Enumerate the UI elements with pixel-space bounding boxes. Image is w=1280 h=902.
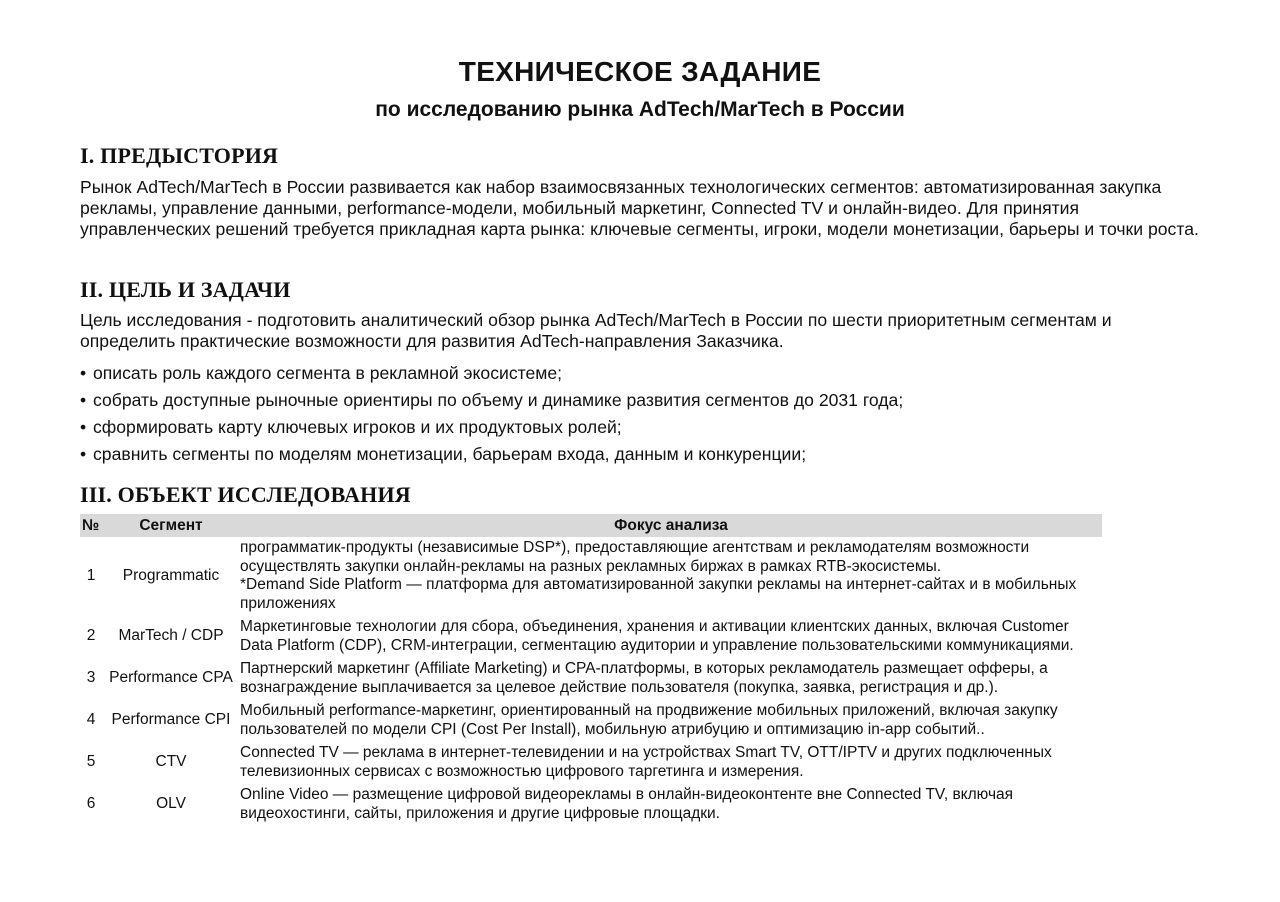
document-title: ТЕХНИЧЕСКОЕ ЗАДАНИЕ	[458, 56, 822, 87]
row-number: 2	[86, 627, 96, 645]
section-heading-goals: II. ЦЕЛЬ И ЗАДАЧИ	[80, 277, 291, 302]
row-focus: Connected TV — реклама в интернет-телевидении и на устройствах Smart TV, OTT/IPTV и других подключенных телевизионных сервисах с возможностью цифрового таргетинга и измерения.	[240, 744, 1052, 780]
task-item	[80, 414, 1200, 441]
table-row	[80, 616, 1102, 658]
task-item	[80, 387, 1200, 414]
task-item	[80, 360, 1200, 387]
task-item	[80, 441, 1200, 468]
row-segment: OLV	[156, 795, 186, 813]
section-text-goals: Цель исследования - подготовить аналитический обзор рынка AdTech/MarTech в России по шести приоритетным сегментам и определить практические возможности для развития AdTech-направления Заказчика.	[80, 310, 1112, 351]
task-text: описать роль каждого сегмента в рекламной экосистеме;	[93, 363, 563, 383]
section-text-background: Рынок AdTech/MarTech в России развивается как набор взаимосвязанных технологических сегментов: автоматизированная закупка рекламы, управление данными, performance-модели, мобильный маркетинг, Connected TV и онлайн-видео. Для принятия управленческих решений требуется прикладная карта рынка: ключевые сегменты, игроки, модели монетизации, барьеры и точки роста.	[80, 177, 1199, 239]
table-row	[80, 700, 1102, 742]
row-focus: Online Video — размещение цифровой видеорекламы в онлайн-видеоконтенте вне Connected TV, включая видеохостинги, сайты, приложения и другие цифровые площадки.	[240, 786, 1014, 822]
bullet-icon: •	[80, 363, 87, 383]
task-text: собрать доступные рыночные ориентиры по объему и динамике развития сегментов до 2031 года;	[93, 390, 904, 410]
row-segment: Programmatic	[122, 566, 220, 584]
table-row	[80, 742, 1102, 784]
document-subtitle: по исследованию рынка AdTech/MarTech в России	[375, 98, 905, 121]
row-focus-note: *Demand Side Platform — платформа для автоматизированной закупки рекламы на интернет-сайтах и в мобильных приложениях	[240, 576, 1077, 612]
column-header-focus: Фокус анализа	[240, 514, 1102, 537]
column-header-number: №	[80, 514, 102, 537]
row-segment: MarTech / CDP	[118, 627, 224, 645]
bullet-icon: •	[80, 417, 87, 437]
segments-table	[80, 514, 1102, 826]
row-number: 4	[86, 711, 96, 729]
task-list	[80, 360, 1200, 468]
row-number: 3	[86, 669, 96, 687]
bullet-icon: •	[80, 444, 87, 464]
table-row	[80, 784, 1102, 826]
table-row	[80, 537, 1102, 616]
row-focus: Партнерский маркетинг (Affiliate Marketing) и CPA-платформы, в которых рекламодатель размещает офферы, а вознаграждение выплачивается за целевое действие пользователя (покупка, заявка, регистрация и др.).	[240, 660, 1048, 696]
row-segment: Performance CPA	[109, 669, 233, 687]
table-header-row	[80, 514, 1102, 537]
task-text: сравнить сегменты по моделям монетизации, барьерам входа, данным и конкуренции;	[93, 444, 807, 464]
task-text: сформировать карту ключевых игроков и их продуктовых ролей;	[93, 417, 622, 437]
bullet-icon: •	[80, 390, 87, 410]
row-number: 6	[86, 795, 96, 813]
table-row	[80, 658, 1102, 700]
section-heading-background: I. ПРЕДЫСТОРИЯ	[80, 143, 279, 168]
row-focus-text: программатик-продукты (независимые DSP*), предоставляющие агентствам и рекламодателям возможности осуществлять закупки онлайн-рекламы на разных рекламных биржах в рамках RTB-экосистемы.	[240, 539, 1030, 575]
row-segment: Performance CPI	[111, 711, 231, 729]
column-header-segment: Сегмент	[102, 514, 240, 537]
section-heading-object: III. ОБЪЕКТ ИССЛЕДОВАНИЯ	[80, 482, 411, 507]
row-focus: Мобильный performance-маркетинг, ориентированный на продвижение мобильных приложений, включая закупку пользователей по модели CPI (Cost Per Install), мобильную атрибуцию и оптимизацию in-app событий..	[240, 702, 1058, 738]
row-number: 1	[86, 566, 96, 584]
row-focus: Маркетинговые технологии для сбора, объединения, хранения и активации клиентских данных, включая Customer Data Platform (CDP), CRM-интеграции, сегментацию аудитории и управление пользовательскими коммуникациями.	[240, 618, 1074, 654]
row-focus	[240, 537, 1102, 616]
row-number: 5	[86, 753, 96, 771]
row-segment: CTV	[155, 753, 187, 771]
